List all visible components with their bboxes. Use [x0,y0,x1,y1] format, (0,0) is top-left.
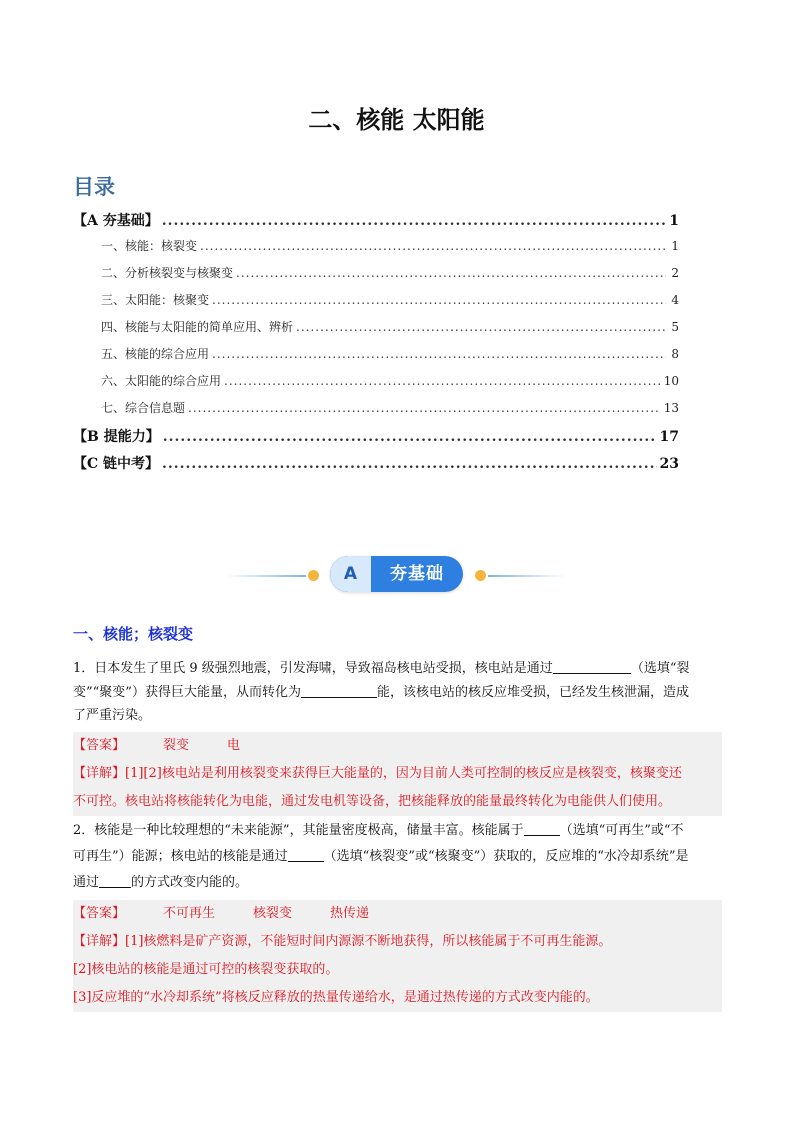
q2-text: （选填“核裂变”或“核聚变”）获取的，反应堆的“水冷却系统”是 [323,848,689,864]
toc-item[interactable] [73,372,679,399]
banner-dot-left [308,570,319,581]
question-2 [73,818,722,896]
document-title: 二、核能 太阳能 [308,106,485,134]
banner-line-left [226,575,306,577]
toc-item-label: 三、太阳能：核聚变 [101,293,210,307]
q2-text: 通过 [73,874,100,890]
toc-item-label: 四、核能与太阳能的简单应用、辨析 [101,320,294,334]
section-title: 一、核能；核裂变 [73,625,194,643]
toc-leader [162,213,666,229]
toc-leader [162,456,656,472]
answer-blank[interactable] [524,821,560,836]
toc-item[interactable] [73,264,679,291]
toc-item-page: 1 [671,239,679,253]
toc-item-page: 8 [671,347,679,361]
q1-text: 1．日本发生了里氏 9 级强烈地震，引发海啸，导致福岛核电站受损，核电站是通过 [73,661,553,676]
toc-leader [212,293,666,307]
toc-leader [200,239,666,253]
toc-item-page: 2 [671,266,679,280]
detail-tag: 【详解】 [73,765,126,781]
toc-item[interactable] [73,318,679,345]
detail-text: [2]核电站的核能是通过可控的核裂变获取的。 [73,961,339,977]
banner-pill [330,556,463,592]
toc-leader [163,429,657,445]
toc-item-label: 二、分析核裂变与核聚变 [101,266,234,280]
answer-value: 裂变 [163,737,190,753]
toc-item[interactable] [73,237,679,264]
answer-blank[interactable] [288,847,324,862]
q2-text: 2．核能是一种比较理想的“未来能源”，其能量密度极高，储量丰富。核能属于 [73,822,524,838]
q1-answer-box [73,732,722,816]
toc-item-label: 【A 夯基础】 [73,213,159,229]
toc-item-page: 5 [671,320,679,334]
toc-item-page: 10 [663,374,679,388]
section-banner [226,552,566,598]
detail-text: [1]核燃料是矿产资源，不能短时间内源源不断地获得，所以核能属于不可再生能源。 [125,933,612,949]
answer-blank[interactable] [301,683,377,698]
answer-blank[interactable] [99,873,131,888]
q1-text: 了严重污染。 [73,708,152,723]
answer-value: 不可再生 [163,905,216,921]
toc-item-label: 【B 提能力】 [73,429,160,445]
toc-item[interactable] [73,291,679,318]
q2-answer-box [73,900,722,1012]
question-content [73,657,722,1012]
q2-text: （选填“可再生”或“不 [559,822,684,838]
toc-item-page: 23 [659,456,679,472]
toc-item[interactable] [73,210,679,237]
banner-dot-right [475,570,486,581]
toc-item[interactable] [73,426,679,453]
q1-text: 能，该核电站的核反应堆受损，已经发生核泄漏，造成 [376,684,689,700]
answer-value: 热传递 [330,905,370,921]
q2-text: 可再生”）能源；核电站的核能是通过 [73,848,288,864]
toc-leader [224,374,661,388]
q2-text: 的方式改变内能的。 [131,874,249,890]
toc-item-label: 一、核能：核裂变 [101,239,198,253]
toc-item-label: 六、太阳能的综合应用 [101,374,222,388]
toc-item[interactable] [73,345,679,372]
detail-tag: 【详解】 [73,933,126,949]
answer-tag: 【答案】 [73,737,126,753]
q1-text: （选填“裂 [630,661,690,676]
toc-leader [296,320,666,334]
toc-item-page: 17 [659,429,679,445]
detail-text: [3]反应堆的“水冷却系统”将核反应释放的热量传递给水，是通过热传递的方式改变内能的。 [73,989,599,1005]
toc-item-page: 1 [669,213,679,229]
answer-value: 电 [227,737,241,753]
answer-value: 核裂变 [253,905,293,921]
toc-item-label: 【C 链中考】 [73,456,160,472]
toc-leader [188,401,661,415]
banner-letter: A [330,556,371,592]
toc-item-label: 五、核能的综合应用 [101,347,210,361]
toc-item-page: 4 [671,293,679,307]
toc-item[interactable] [73,399,679,426]
answer-tag: 【答案】 [73,905,126,921]
answer-blank[interactable] [553,659,631,674]
toc-item-label: 七、综合信息题 [101,401,186,415]
toc-heading: 目录 [73,175,115,199]
toc-leader [236,266,666,280]
detail-text: 不可控。核电站将核能转化为电能，通过发电机等设备，把核能释放的能量最终转化为电能供人们使用。 [73,793,672,809]
q1-text: 变”“聚变”）获得巨大能量，从而转化为 [73,684,301,700]
toc-leader [212,347,666,361]
banner-line-right [488,575,566,577]
table-of-contents [73,210,679,480]
question-1 [73,657,722,728]
toc-item-page: 13 [663,401,679,415]
banner-label: 夯基础 [390,564,444,584]
toc-item[interactable] [73,453,679,480]
detail-text: [1][2]核电站是利用核裂变来获得巨大能量的，因为目前人类可控制的核反应是核裂变，核聚变还 [125,765,682,781]
